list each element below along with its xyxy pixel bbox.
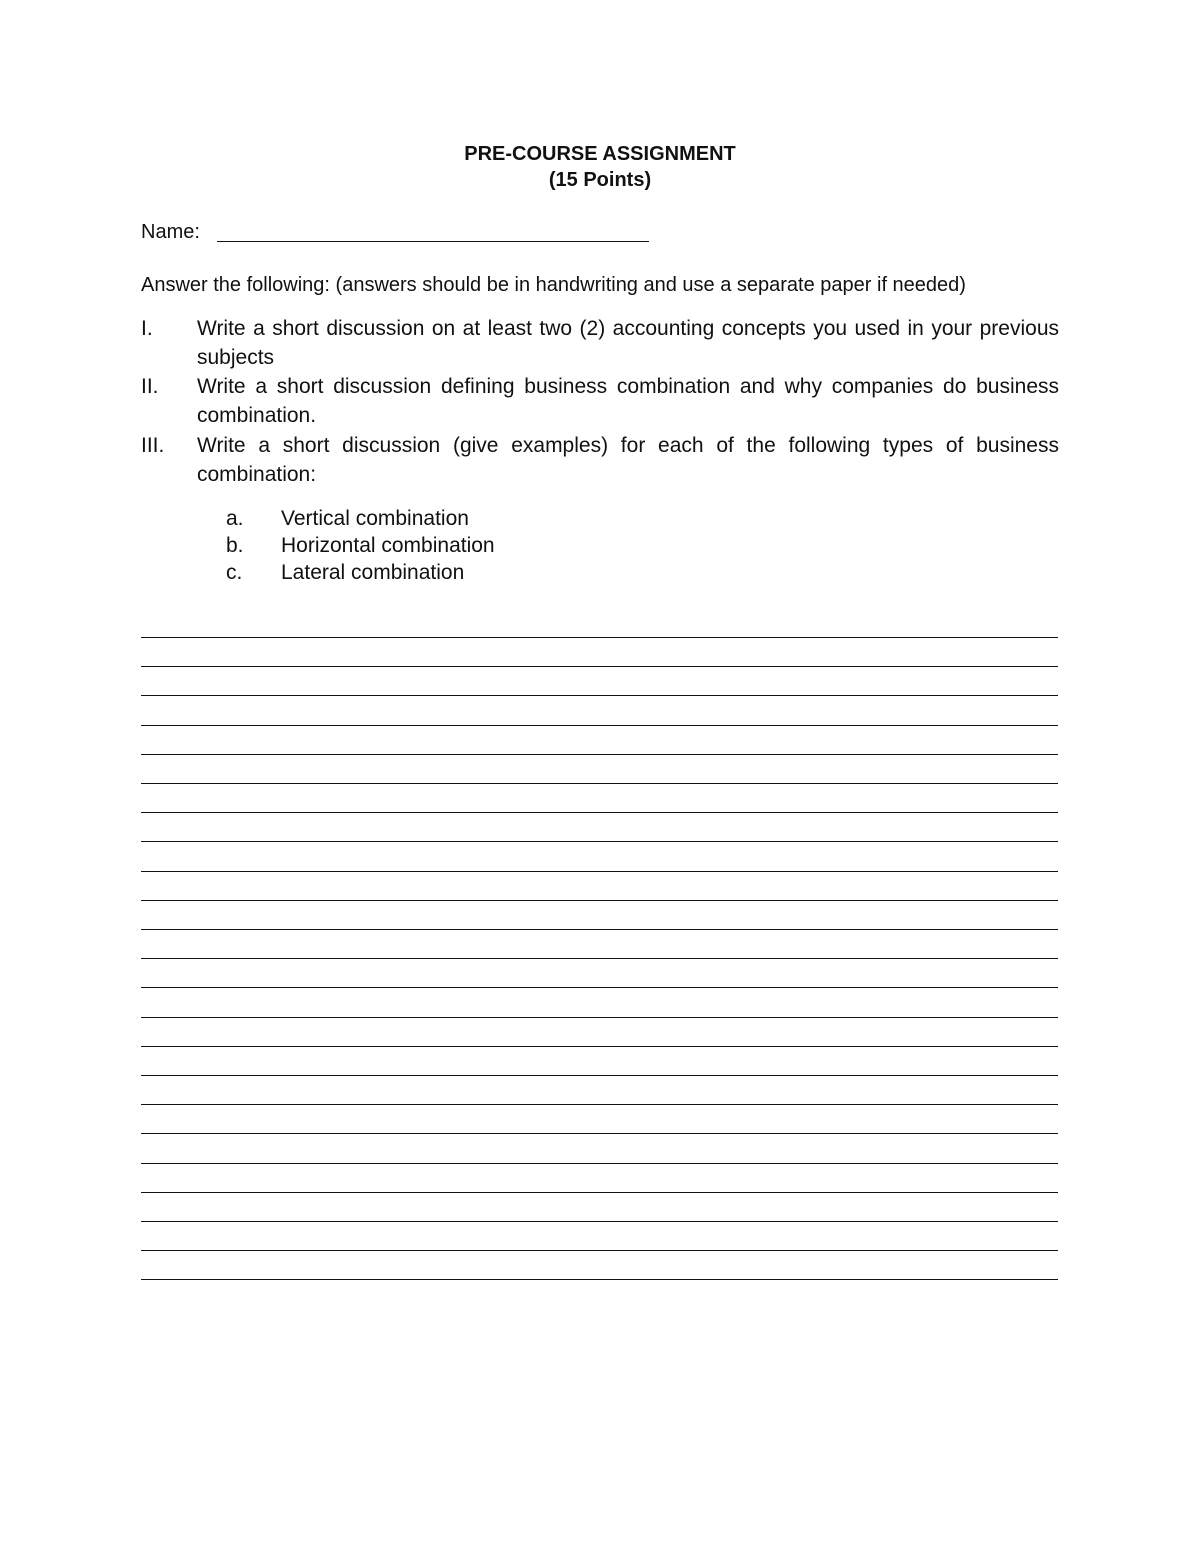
answer-line[interactable] — [141, 1221, 1058, 1222]
item-text: Lateral combination — [281, 561, 465, 584]
name-blank-line[interactable] — [217, 241, 649, 242]
name-row — [141, 219, 200, 245]
answer-line[interactable] — [141, 1046, 1058, 1047]
answer-line[interactable] — [141, 900, 1058, 901]
answer-line[interactable] — [141, 958, 1058, 959]
answer-line[interactable] — [141, 1163, 1058, 1164]
answer-line[interactable] — [141, 754, 1058, 755]
combination-item — [226, 505, 469, 532]
answer-line[interactable] — [141, 1133, 1058, 1134]
combination-item — [226, 559, 464, 586]
answer-line[interactable] — [141, 1192, 1058, 1193]
answer-line[interactable] — [141, 725, 1058, 726]
answer-line[interactable] — [141, 871, 1058, 872]
answer-line[interactable] — [141, 812, 1058, 813]
answer-line[interactable] — [141, 666, 1058, 667]
answer-line[interactable] — [141, 1104, 1058, 1105]
question-text: Write a short discussion on at least two (2) accounting concepts you used in your previous subjects — [197, 317, 1059, 369]
answer-line[interactable] — [141, 783, 1058, 784]
answer-line[interactable] — [141, 1075, 1058, 1076]
answer-line[interactable] — [141, 695, 1058, 696]
answer-line[interactable] — [141, 1017, 1058, 1018]
answer-line[interactable] — [141, 637, 1058, 638]
item-letter: a. — [226, 507, 244, 530]
question-1 — [141, 314, 1059, 372]
combination-item — [226, 532, 495, 559]
instructions-text: Answer the following: (answers should be in handwriting and use a separate paper if needed) — [141, 274, 966, 296]
answer-line[interactable] — [141, 1250, 1058, 1251]
question-number: II. — [141, 375, 159, 398]
page-title: PRE-COURSE ASSIGNMENT — [464, 143, 736, 165]
item-text: Vertical combination — [281, 507, 469, 530]
item-letter: c. — [226, 561, 243, 584]
question-number: III. — [141, 434, 165, 457]
question-number: I. — [141, 317, 153, 340]
name-label: Name: — [141, 221, 200, 243]
question-3 — [141, 431, 1059, 489]
answer-line[interactable] — [141, 1279, 1058, 1280]
question-2 — [141, 372, 1059, 430]
answer-line[interactable] — [141, 841, 1058, 842]
question-text: Write a short discussion (give examples) for each of the following types of business combination: — [197, 434, 1059, 486]
question-text: Write a short discussion defining business combination and why companies do business combination. — [197, 375, 1059, 427]
points-subtitle: (15 Points) — [548, 169, 652, 191]
answer-line[interactable] — [141, 987, 1058, 988]
answer-line[interactable] — [141, 929, 1058, 930]
item-text: Horizontal combination — [281, 534, 495, 557]
item-letter: b. — [226, 534, 244, 557]
